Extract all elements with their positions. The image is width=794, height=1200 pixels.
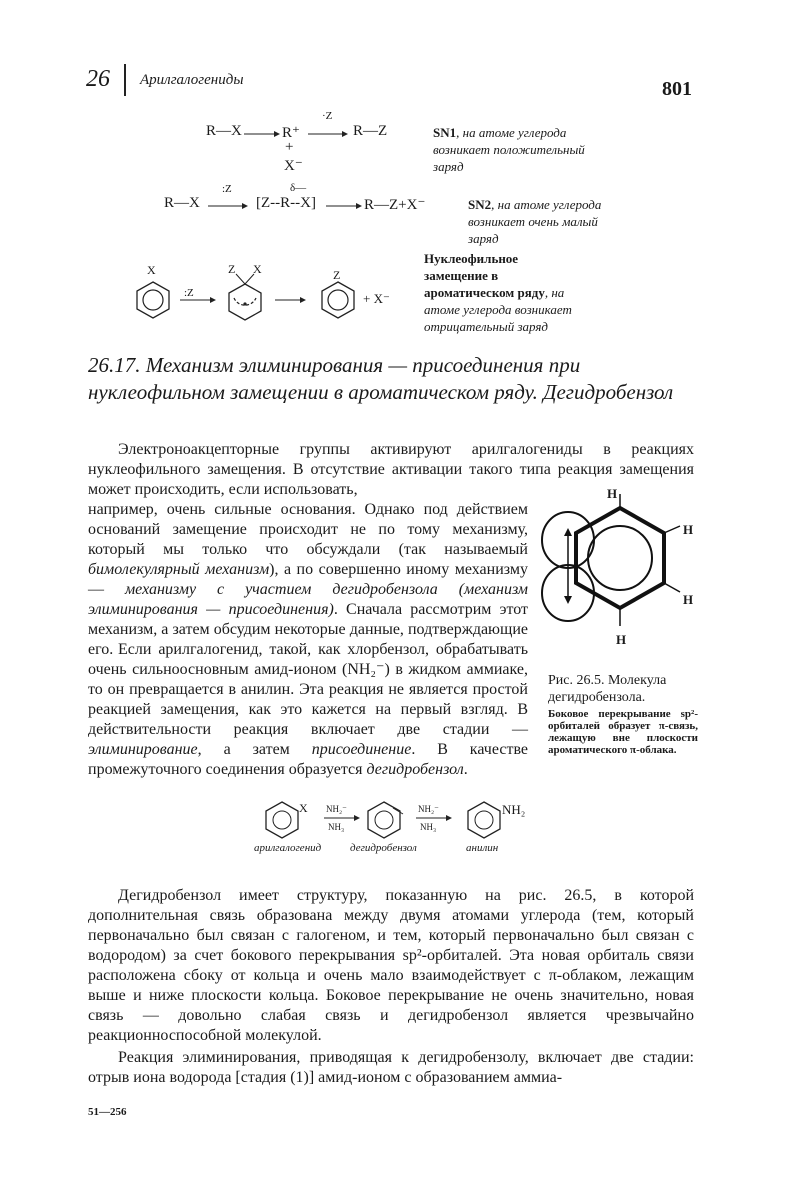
figure-caption-body: Боковое перекрывание sp²-орбиталей образует π-связь, лежащую вне плоскости ароматического π-облака.	[548, 708, 698, 756]
snar-leaving-group: X	[147, 263, 156, 277]
header-divider	[124, 64, 126, 96]
sn1-intermediate: R⁺	[282, 125, 300, 141]
p2-italic-b: присоединение	[311, 741, 412, 758]
sn1-note	[433, 124, 593, 175]
p1-text-c: . Сначала рассмотрим этот механизм, а затем обсудим некоторые данные, подтверждающие его.	[88, 601, 528, 658]
p1-italic-a: бимолекулярный механизм	[88, 561, 270, 578]
label-dehydrobenzene: дегидробензол	[350, 842, 417, 854]
snar-title: Нуклеофильное замещение в ароматическом ряду	[424, 251, 545, 300]
figure-caption-title: Рис. 26.5. Молекула дегидробензола.	[548, 673, 667, 705]
sn1-note-text: , на атоме углерода возникает положительный заряд	[433, 125, 585, 174]
dehydrobenzene-diagram	[540, 490, 700, 650]
label-aniline: анилин	[466, 842, 499, 854]
aniline-ring	[468, 802, 500, 838]
sn1-label: SN1	[433, 125, 457, 140]
scheme-arrow-1	[324, 815, 360, 821]
snar-product-ring	[322, 282, 354, 318]
p2-text-d: .	[463, 761, 468, 778]
snar-reactant-ring	[137, 282, 169, 318]
paragraph-2	[88, 640, 528, 780]
snar-sub-z: Z	[228, 262, 236, 276]
p1-text-b: ), а по совершенно иному механизму —	[88, 561, 528, 598]
sn2-product: R—Z+X⁻	[364, 197, 426, 213]
snar-nucleophile: :Z	[184, 287, 194, 299]
section-title: 26.17. Механизм элиминирования — присоединения при нуклеофильном замещении в ароматическом ряду. Дегидробензол	[88, 353, 674, 404]
sn2-delta: δ—	[290, 182, 307, 194]
snar-product-sub: Z	[333, 268, 341, 282]
snar-arrow-2	[275, 297, 306, 303]
chapter-title: Арилгалогениды	[140, 72, 244, 88]
dehydrobenzene-ring	[368, 802, 403, 838]
snar-note-text: , на атоме углерода возникает отрицательный заряд	[424, 285, 572, 334]
p2-italic-c: дегидробензол	[366, 761, 464, 778]
sn1-arrow-1	[244, 131, 280, 137]
paragraph-4: Реакция элиминирования, приводящая к дегидробензолу, включает две стадии: отрыв иона водорода [стадия (1)] амид-ионом с образованием аммиа-	[88, 1049, 694, 1086]
sn2-arrow-2	[326, 203, 362, 209]
printer-signature: 51—256	[88, 1106, 127, 1118]
sn2-transition-state: [Z--R--X]	[256, 195, 316, 211]
scheme-sub-nh2: NH₂	[502, 802, 526, 817]
sn2-note	[468, 196, 628, 247]
h-label-lower-right: H	[683, 592, 694, 607]
p2-text-b: , а затем	[197, 741, 312, 758]
scheme-sub-x: X	[299, 801, 308, 815]
sn2-reactant: R—X	[164, 195, 200, 211]
scheme-reagent-top-1: NH₂⁻	[326, 804, 347, 814]
paragraph-3: Дегидробензол имеет структуру, показанную на рис. 26.5, в которой дополнительная связь образована между двумя атомами углерода (тем, который первоначально был связан с галогеном, и тем, который первоначально был связан с водородом) за счет бокового перекрывания sp²-орбиталей. Эта новая орбиталь связи расположена сбоку от кольца и очень мало взаимодействует с π-облаком, лежащим выше и ниже плоскости кольца. Боковое перекрывание не очень значительно, новая связь — довольно слабая связь и дегидробензол является чрезвычайно реакционноспособной молекулой.	[88, 887, 694, 1044]
sn1-nucleophile: ·Z	[322, 110, 333, 122]
scheme-reagent-bottom-1: NH₃	[328, 822, 345, 832]
h-label-top: H	[607, 486, 618, 501]
paragraph-1-intro: Электроноакцепторные группы активируют арилгалогениды в реакциях нуклеофильного замещения. В отсутствие активации такого типа реакция замещения может происходить, если использовать,	[88, 441, 694, 498]
page-number: 801	[662, 78, 692, 100]
sn2-arrow-1	[208, 203, 248, 209]
h-label-upper-right: H	[683, 522, 694, 537]
aryl-halide-ring	[266, 802, 298, 838]
sn2-note-text: , на атоме углерода возникает очень малый заряд	[468, 197, 602, 246]
scheme-arrow-2	[416, 815, 452, 821]
p2-text-c: . В качестве промежуточного соединения образуется	[88, 741, 529, 778]
p1-italic-b: механизму с участием дегидробензола (механизм элиминирования — присоединения)	[88, 581, 529, 618]
chapter-number: 26	[86, 66, 110, 92]
p2-italic-a: элиминирование	[88, 741, 198, 758]
sn2-label: SN2	[468, 197, 492, 212]
sn1-product: R—Z	[353, 123, 388, 139]
p1-text-a: например, очень сильные основания. Однако под действием оснований замещение происходит не по тому механизму, который мы только что обсуждали (так называемый	[88, 501, 528, 558]
scheme-reagent-top-2: NH₂⁻	[418, 804, 439, 814]
sn1-plus: +	[285, 139, 294, 155]
sn1-byproduct: X⁻	[284, 158, 303, 174]
paragraph-1-continued	[88, 500, 528, 660]
p2-text-a: Если арилгалогенид, такой, как хлорбензол, обрабатывать очень сильноосновным амид-ионом (NH₂⁻) в жидком аммиаке, то он превращается в анилин. Эта реакция не является простой реакцией замещения, как это кажется на первый взгляд. В действительности реакция включает две стадии —	[88, 641, 528, 738]
sn2-nucleophile: :Z	[222, 183, 232, 195]
label-aryl-halide: арилгалогенид	[254, 842, 322, 854]
scheme-reagent-bottom-2: NH₃	[420, 822, 437, 832]
snar-byproduct: + X⁻	[363, 291, 390, 306]
snar-intermediate-ring	[229, 274, 261, 320]
sn1-arrow-2	[308, 131, 348, 137]
snar-sub-x: X	[253, 262, 262, 276]
snar-note	[424, 250, 584, 335]
h-label-bottom: H	[616, 632, 627, 647]
sn1-reactant: R—X	[206, 123, 242, 139]
